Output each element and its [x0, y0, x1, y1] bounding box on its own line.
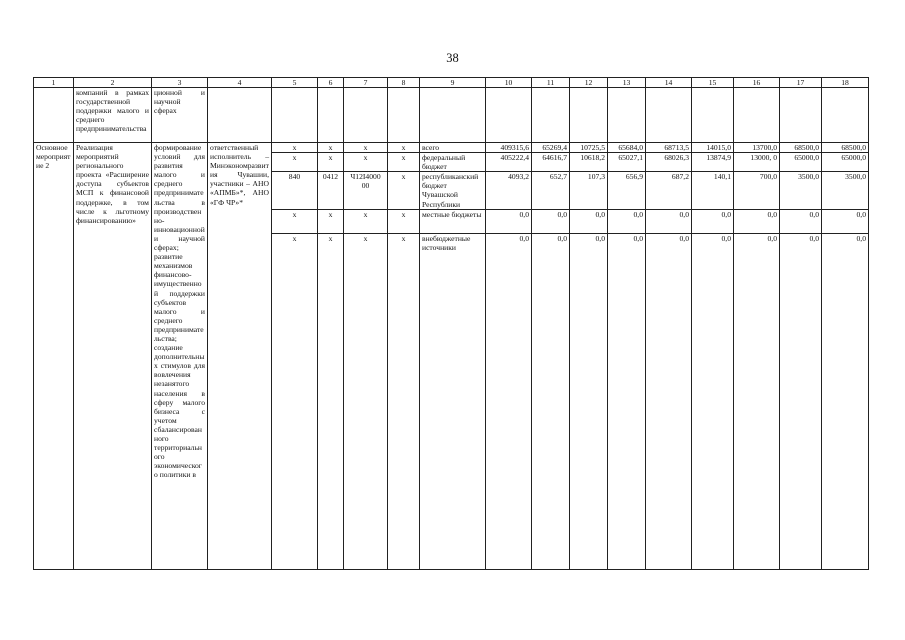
empty-cell: [34, 88, 74, 143]
amount-cell: 0,0: [486, 209, 532, 233]
column-number: 17: [780, 78, 822, 88]
column-number: 3: [152, 78, 208, 88]
amount-cell: 13874,9: [692, 153, 734, 172]
empty-cell: [388, 88, 420, 143]
amount-cell: 0,0: [570, 233, 608, 569]
amount-cell: 0,0: [822, 233, 869, 569]
amount-cell: 65269,4: [532, 143, 570, 153]
column-number: 13: [608, 78, 646, 88]
funding-source-cell: федеральный бюджет: [420, 153, 486, 172]
amount-cell: 107,3: [570, 172, 608, 209]
amount-cell: 0,0: [780, 209, 822, 233]
activity-purpose-cell: формирование условий для развития малого и среднего предпринимательства в производственно-инновационной и научной сферах; развитие механизмов финансово-имущественной поддержки субъектов малого и среднего предпринимательства; создание дополнительных стимулов для вовлечения незанятого населения в сферу малого бизнеса с учетом сбалансированного территориального экономического политики в: [152, 143, 208, 570]
activity-number-cell: Основное мероприятие 2: [34, 143, 74, 570]
code-cell: x: [344, 209, 388, 233]
funding-source-cell: всего: [420, 143, 486, 153]
amount-cell: 0,0: [570, 209, 608, 233]
empty-cell: [344, 88, 388, 143]
empty-cell: [486, 88, 532, 143]
continuation-purpose-cell: ционной и научной сферах: [152, 88, 208, 143]
empty-cell: [420, 88, 486, 143]
amount-cell: 10618,2: [570, 153, 608, 172]
amount-cell: 13700,0: [734, 143, 780, 153]
empty-cell: [822, 88, 869, 143]
amount-cell: 4093,2: [486, 172, 532, 209]
code-cell: x: [388, 209, 420, 233]
budget-table: [33, 77, 869, 570]
code-cell: x: [318, 143, 344, 153]
empty-cell: [646, 88, 692, 143]
amount-cell: 140,1: [692, 172, 734, 209]
code-cell: x: [318, 233, 344, 569]
empty-cell: [272, 88, 318, 143]
amount-cell: 68026,3: [646, 153, 692, 172]
amount-cell: 64616,7: [532, 153, 570, 172]
amount-cell: 68713,5: [646, 143, 692, 153]
empty-cell: [318, 88, 344, 143]
code-cell: x: [388, 143, 420, 153]
amount-cell: 0,0: [608, 209, 646, 233]
code-cell: x: [272, 153, 318, 172]
code-cell: Ч12I4000 00: [344, 172, 388, 209]
column-number: 14: [646, 78, 692, 88]
code-cell: 0412: [318, 172, 344, 209]
amount-cell: 0,0: [692, 209, 734, 233]
responsible-cell: ответственный исполнитель – Минэкономразвития Чувашии, участники – АНО «АПМБ»*, АНО «ГФ ЧР»*: [208, 143, 272, 570]
amount-cell: 0,0: [692, 233, 734, 569]
amount-cell: 0,0: [646, 209, 692, 233]
code-cell: x: [388, 233, 420, 569]
column-number: 4: [208, 78, 272, 88]
column-number: 10: [486, 78, 532, 88]
amount-cell: 687,2: [646, 172, 692, 209]
page-number: 38: [446, 51, 459, 65]
code-cell: x: [388, 153, 420, 172]
amount-cell: 405222,4: [486, 153, 532, 172]
code-cell: x: [318, 209, 344, 233]
empty-cell: [734, 88, 780, 143]
code-cell: x: [388, 172, 420, 209]
amount-cell: 0,0: [734, 209, 780, 233]
table-row: [34, 143, 869, 153]
empty-cell: [208, 88, 272, 143]
amount-cell: 0,0: [532, 209, 570, 233]
amount-cell: 3500,0: [822, 172, 869, 209]
column-number: 1: [34, 78, 74, 88]
empty-cell: [692, 88, 734, 143]
code-cell: x: [272, 233, 318, 569]
code-cell: x: [344, 153, 388, 172]
amount-cell: 68500,0: [780, 143, 822, 153]
amount-cell: 0,0: [532, 233, 570, 569]
activity-title-cell: Реализация мероприятий регионального проекта «Расширение доступа субъектов МСП к финансовой поддержке, в том числе к льготному финансированию»: [74, 143, 152, 570]
column-number-row: [34, 78, 869, 88]
code-cell: x: [318, 153, 344, 172]
empty-cell: [608, 88, 646, 143]
amount-cell: 14015,0: [692, 143, 734, 153]
column-number: 5: [272, 78, 318, 88]
code-cell: x: [272, 209, 318, 233]
funding-source-cell: местные бюджеты: [420, 209, 486, 233]
amount-cell: 0,0: [608, 233, 646, 569]
column-number: 8: [388, 78, 420, 88]
amount-cell: 0,0: [780, 233, 822, 569]
continuation-row: [34, 88, 869, 143]
column-number: 11: [532, 78, 570, 88]
funding-source-cell: внебюджетные источники: [420, 233, 486, 569]
column-number: 16: [734, 78, 780, 88]
amount-cell: 700,0: [734, 172, 780, 209]
amount-cell: 0,0: [822, 209, 869, 233]
funding-source-cell: республиканский бюджет Чувашской Республики: [420, 172, 486, 209]
amount-cell: 68500,0: [822, 143, 869, 153]
code-cell: 840: [272, 172, 318, 209]
column-number: 6: [318, 78, 344, 88]
amount-cell: 409315,6: [486, 143, 532, 153]
amount-cell: 13000, 0: [734, 153, 780, 172]
amount-cell: 65027,1: [608, 153, 646, 172]
code-cell: x: [344, 143, 388, 153]
column-number: 15: [692, 78, 734, 88]
column-number: 12: [570, 78, 608, 88]
amount-cell: 65000,0: [780, 153, 822, 172]
amount-cell: 3500,0: [780, 172, 822, 209]
continuation-objective-cell: компаний в рамках государственной поддержки малого и среднего предпринимательства: [74, 88, 152, 143]
code-cell: x: [344, 233, 388, 569]
amount-cell: 65684,0: [608, 143, 646, 153]
amount-cell: 10725,5: [570, 143, 608, 153]
amount-cell: 0,0: [734, 233, 780, 569]
column-number: 2: [74, 78, 152, 88]
empty-cell: [570, 88, 608, 143]
empty-cell: [532, 88, 570, 143]
amount-cell: 0,0: [646, 233, 692, 569]
amount-cell: 65000,0: [822, 153, 869, 172]
column-number: 18: [822, 78, 869, 88]
column-number: 9: [420, 78, 486, 88]
amount-cell: 656,9: [608, 172, 646, 209]
amount-cell: 0,0: [486, 233, 532, 569]
amount-cell: 652,7: [532, 172, 570, 209]
code-cell: x: [272, 143, 318, 153]
empty-cell: [780, 88, 822, 143]
column-number: 7: [344, 78, 388, 88]
